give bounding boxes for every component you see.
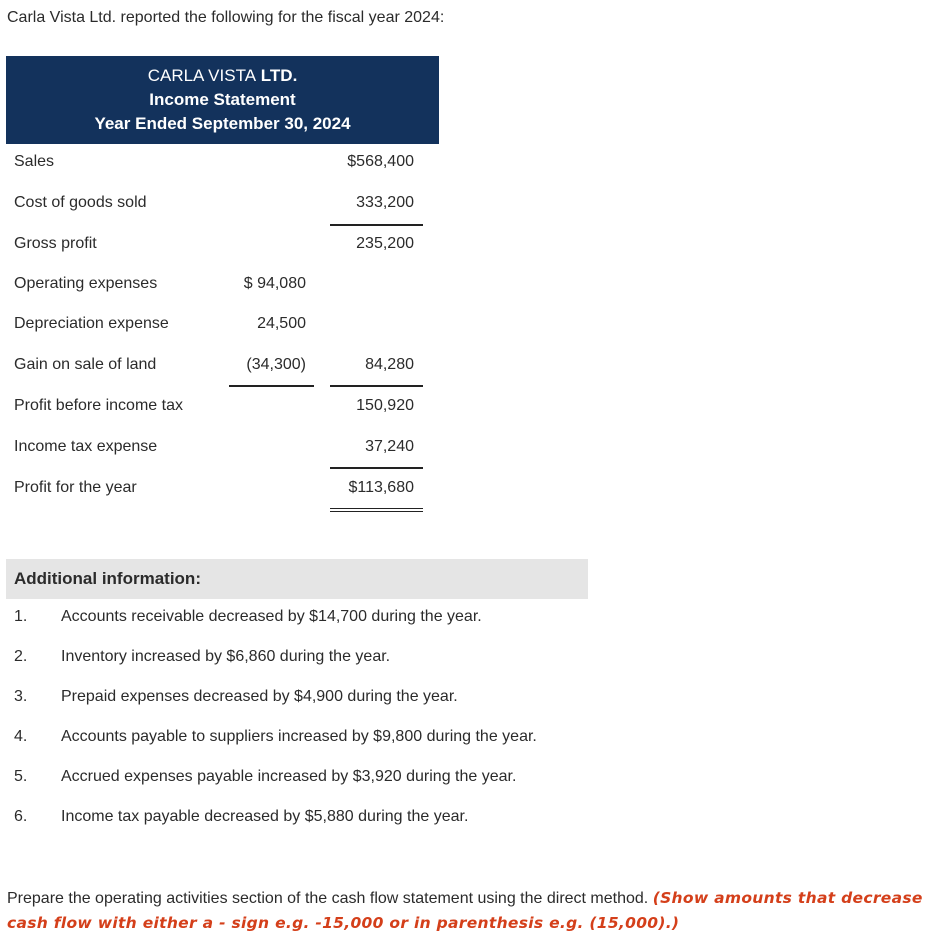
statement-row-profit-for-year: Profit for the year $113,680 (14, 479, 414, 496)
statement-row-income-tax: Income tax expense 37,240 (14, 438, 414, 455)
underline (330, 467, 423, 469)
additional-info-heading: Additional information: (6, 559, 588, 599)
underline (330, 224, 423, 226)
double-underline-top (330, 508, 423, 509)
company-name: CARLA VISTA LTD. (147, 66, 298, 85)
statement-title: Income Statement (149, 90, 296, 109)
statement-row-cogs: Cost of goods sold 333,200 (14, 194, 414, 211)
underline (330, 385, 423, 387)
instructions-emphasis: (Show amounts that decrease cash flow with either a - sign e.g. -15,000 or in parenthesis e.g. (15,000).) (7, 889, 923, 932)
intro-text: Carla Vista Ltd. reported the following for the fiscal year 2024: (7, 9, 445, 26)
statement-row-gross-profit: Gross profit 235,200 (14, 235, 414, 252)
underline (229, 385, 314, 387)
statement-period: Year Ended September 30, 2024 (94, 114, 351, 133)
statement-row-depreciation: Depreciation expense 24,500 (14, 315, 306, 332)
instructions-main: Prepare the operating activities section of the cash flow statement using the direct method. (7, 890, 649, 907)
statement-row-operating-expenses: Operating expenses $ 94,080 (14, 275, 306, 292)
statement-row-profit-before-tax: Profit before income tax 150,920 (14, 397, 414, 414)
double-underline-bottom (330, 511, 423, 512)
statement-row-sales: Sales $568,400 (14, 153, 414, 170)
statement-header (6, 56, 439, 144)
instructions (7, 886, 927, 936)
statement-row-gain-on-land: Gain on sale of land (34,300) 84,280 (14, 356, 414, 373)
